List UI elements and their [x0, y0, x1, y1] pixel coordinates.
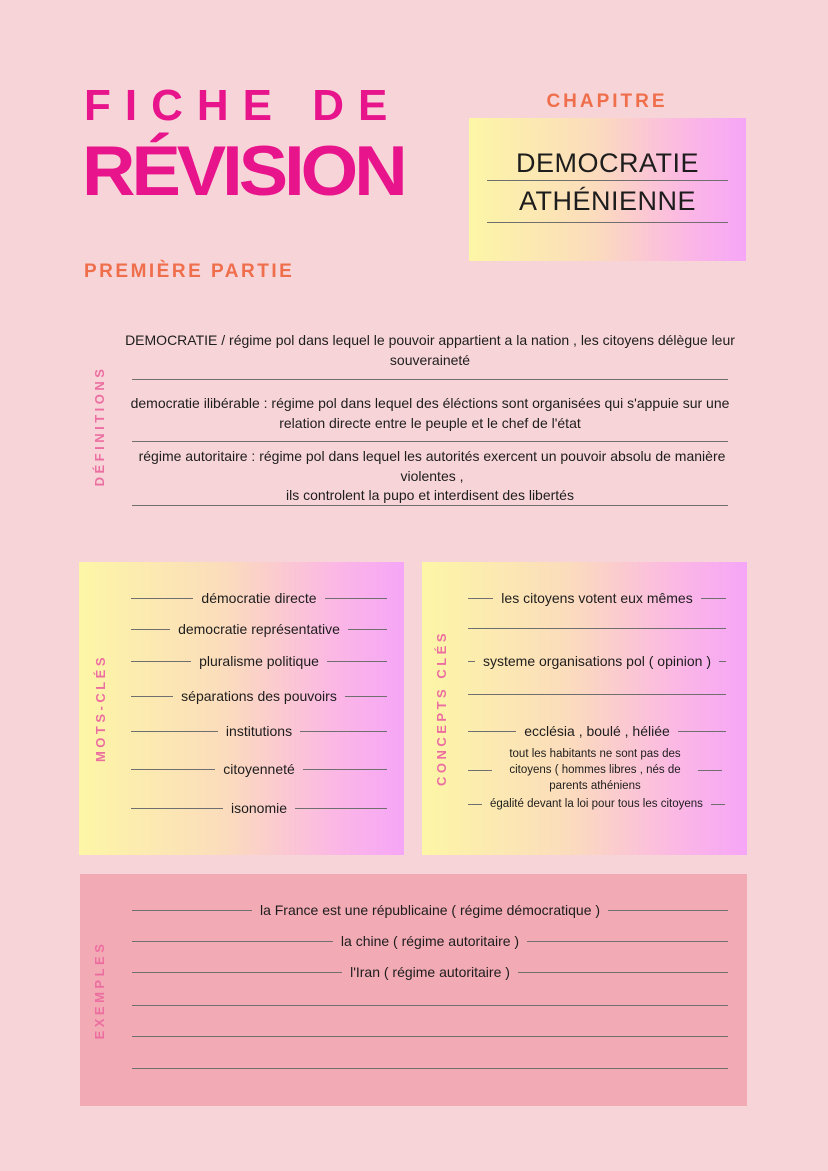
keyword-item: institutions: [131, 723, 387, 739]
concept-item: égalité devant la loi pour tous les citoyens: [468, 798, 726, 810]
concept-item: ecclésia , boulé , héliée: [468, 723, 726, 739]
definition-item: DEMOCRATIE / régime pol dans lequel le pouvoir appartient a la nation , les citoyens délègue leur souveraineté: [125, 332, 735, 368]
title-line-1: FICHE DE: [84, 81, 402, 130]
keywords-box: [79, 562, 404, 855]
keyword-item: pluralisme politique: [131, 653, 387, 669]
example-divider: [132, 1036, 728, 1037]
concept-item: tout les habitants ne sont pas des citoyens ( hommes libres , nés de parents athéniens: [468, 746, 726, 794]
part-label: PREMIÈRE PARTIE: [84, 261, 295, 282]
definition-divider: [132, 505, 728, 506]
keyword-item: démocratie directe: [131, 590, 387, 606]
example-item: l'Iran ( régime autoritaire ): [132, 964, 728, 980]
definition-item: régime autoritaire : régime pol dans lequel les autorités exercent un pouvoir absolu de manière violentes ,: [138, 448, 726, 484]
chapter-divider: [487, 180, 728, 181]
keyword-item: séparations des pouvoirs: [131, 688, 387, 704]
definition-item: ils controlent la pupo et interdisent des libertés: [286, 487, 574, 503]
example-item: la chine ( régime autoritaire ): [132, 933, 728, 949]
chapter-box: [469, 118, 746, 261]
definitions-label: DÉFINITIONS: [92, 365, 107, 487]
concept-item: les citoyens votent eux mêmes: [468, 590, 726, 606]
concept-divider: [468, 694, 726, 695]
chapter-divider: [487, 222, 728, 223]
chapter-title-line-2: ATHÉNIENNE: [518, 186, 697, 216]
definition-divider: [132, 379, 728, 380]
title-line-2: RÉVISION: [82, 131, 404, 211]
definition-item: democratie ilibérable : régime pol dans lequel des éléctions sont organisées qui s'appuie sur une relation directe entre le peuple et le chef de l'état: [130, 395, 730, 431]
keywords-label: MOTS-CLÉS: [93, 653, 108, 763]
example-divider: [132, 1068, 728, 1069]
example-divider: [132, 1005, 728, 1006]
concept-divider: [468, 628, 726, 629]
chapter-title-line-1: DEMOCRATIE: [515, 148, 699, 178]
chapter-label: CHAPITRE: [546, 91, 668, 112]
concepts-box: [422, 562, 747, 855]
definition-divider: [132, 441, 728, 442]
examples-box: [80, 874, 747, 1106]
keyword-item: citoyenneté: [131, 761, 387, 777]
keyword-item: isonomie: [131, 800, 387, 816]
examples-label: EXEMPLES: [92, 940, 107, 1040]
keyword-item: democratie représentative: [131, 621, 387, 637]
concept-item: systeme organisations pol ( opinion ): [468, 653, 726, 669]
concepts-label: CONCEPTS CLÉS: [434, 630, 449, 787]
example-item: la France est une républicaine ( régime démocratique ): [132, 902, 728, 918]
